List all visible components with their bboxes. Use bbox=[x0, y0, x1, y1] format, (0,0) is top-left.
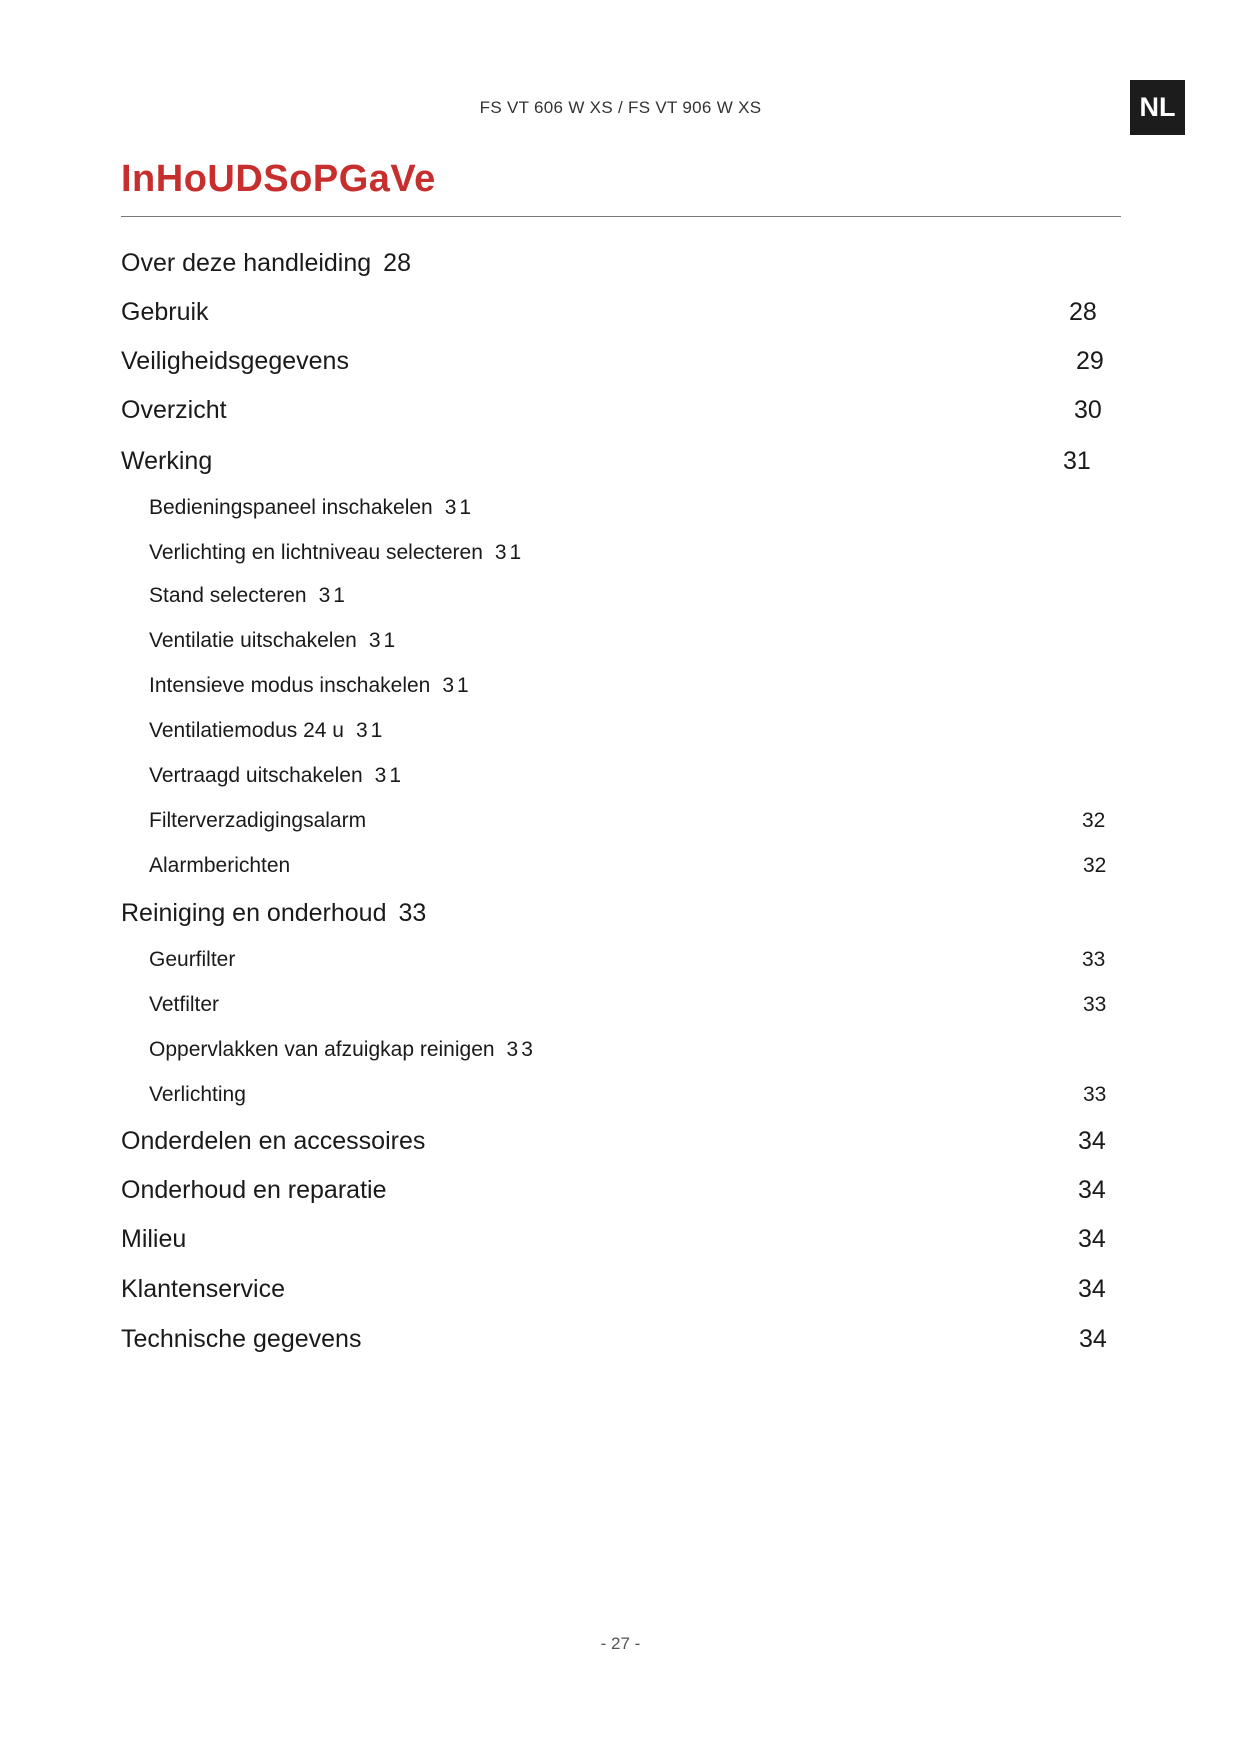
toc-page-number: 31 bbox=[494, 541, 525, 564]
toc-label: Stand selecteren bbox=[149, 584, 307, 607]
toc-entry-geurfilter[interactable] bbox=[121, 932, 1241, 972]
toc-page-number: 31 bbox=[444, 496, 475, 519]
toc-page-number: 31 bbox=[318, 584, 348, 607]
toc-page-number: 28 bbox=[383, 249, 411, 277]
toc-label: Milieu bbox=[121, 1225, 187, 1253]
toc-entry-overzicht[interactable] bbox=[121, 385, 1241, 425]
toc-page-number: 31 bbox=[374, 764, 404, 787]
toc-label: Reiniging en onderhoud bbox=[121, 899, 387, 927]
toc-label: Overzicht bbox=[121, 396, 227, 424]
toc-page-number: 33 bbox=[506, 1038, 536, 1061]
toc-label: Onderhoud en reparatie bbox=[121, 1176, 387, 1204]
toc-page-number: 28 bbox=[1069, 298, 1097, 326]
toc-entry-text bbox=[149, 496, 474, 520]
toc-entry-reiniging-onderhoud[interactable] bbox=[121, 888, 1241, 928]
toc-label: Alarmberichten bbox=[149, 854, 291, 877]
toc-page-number: 29 bbox=[1076, 347, 1104, 375]
toc-entry-werking[interactable] bbox=[121, 436, 1241, 476]
toc-entry-technische-gegevens[interactable] bbox=[121, 1314, 1241, 1354]
toc-entry-text bbox=[149, 764, 404, 788]
toc-entry-stand-selecteren[interactable] bbox=[121, 568, 1241, 608]
toc-label: Verlichting en lichtniveau selecteren bbox=[149, 541, 483, 564]
toc-entry-alarmberichten[interactable] bbox=[121, 838, 1241, 878]
toc-label: Vertraagd uitschakelen bbox=[149, 764, 363, 787]
toc-entry-vertraagd-uitschakelen[interactable] bbox=[121, 748, 1241, 788]
toc-page-number: 32 bbox=[1082, 809, 1106, 832]
toc-entry-filterverzadigingsalarm[interactable] bbox=[121, 793, 1241, 833]
toc-label: Werking bbox=[121, 447, 213, 475]
toc-label: Bedieningspaneel inschakelen bbox=[149, 496, 433, 519]
toc-entry-ventilatiemodus-24u[interactable] bbox=[121, 703, 1241, 743]
toc-entry-verlichting-lichtniveau[interactable] bbox=[121, 525, 1241, 565]
toc-page-number: 34 bbox=[1078, 1127, 1106, 1155]
toc-entry-gebruik[interactable] bbox=[121, 287, 1241, 327]
toc-entry-text bbox=[121, 249, 411, 278]
toc-label: Filterverzadigingsalarm bbox=[149, 809, 367, 832]
language-badge: NL bbox=[1130, 80, 1185, 135]
toc-page-number: 33 bbox=[1083, 993, 1107, 1016]
toc-label: Over deze handleiding bbox=[121, 249, 372, 277]
toc-entry-text bbox=[149, 719, 385, 743]
toc-entry-onderdelen-accessoires[interactable] bbox=[121, 1116, 1241, 1156]
toc-entry-milieu[interactable] bbox=[121, 1214, 1241, 1254]
toc-entry-text bbox=[149, 629, 398, 653]
toc-page-number: 31 bbox=[355, 719, 386, 742]
toc-entry-text bbox=[149, 541, 524, 565]
toc-page-number: 33 bbox=[1082, 948, 1106, 971]
toc-page-number: 31 bbox=[1063, 447, 1091, 475]
toc-entry-vetfilter[interactable] bbox=[121, 977, 1241, 1017]
page-title: InHoUDSoPGaVe bbox=[121, 158, 436, 200]
toc-label: Oppervlakken van afzuigkap reinigen bbox=[149, 1038, 495, 1061]
toc-page-number: 34 bbox=[1078, 1176, 1106, 1204]
toc-label: Klantenservice bbox=[121, 1275, 285, 1303]
toc-page-number: 31 bbox=[368, 629, 399, 652]
toc-entry-intensieve-modus[interactable] bbox=[121, 658, 1241, 698]
toc-label: Ventilatiemodus 24 u bbox=[149, 719, 344, 742]
toc-page-number: 34 bbox=[1078, 1275, 1106, 1303]
toc-label: Verlichting bbox=[149, 1083, 246, 1106]
toc-entry-over-deze-handleiding[interactable] bbox=[121, 238, 1241, 278]
toc-entry-klantenservice[interactable] bbox=[121, 1264, 1241, 1304]
toc-entry-onderhoud-reparatie[interactable] bbox=[121, 1165, 1241, 1205]
toc-label: Gebruik bbox=[121, 298, 209, 326]
toc-page-number: 33 bbox=[1083, 1083, 1107, 1106]
title-divider bbox=[121, 216, 1121, 217]
toc-entry-bedieningspaneel[interactable] bbox=[121, 480, 1241, 520]
toc-page-number: 32 bbox=[1083, 854, 1107, 877]
toc-label: Ventilatie uitschakelen bbox=[149, 629, 357, 652]
toc-entry-ventilatie-uitschakelen[interactable] bbox=[121, 613, 1241, 653]
toc-label: Veiligheidsgegevens bbox=[121, 347, 349, 375]
toc-entry-verlichting[interactable] bbox=[121, 1067, 1241, 1107]
toc-label: Vetfilter bbox=[149, 993, 220, 1016]
toc-entry-veiligheidsgegevens[interactable] bbox=[121, 336, 1241, 376]
toc-label: Intensieve modus inschakelen bbox=[149, 674, 431, 697]
toc-entry-text bbox=[149, 674, 472, 698]
page-number: - 27 - bbox=[600, 1634, 641, 1653]
toc-entry-text bbox=[149, 584, 348, 608]
toc-page-number: 34 bbox=[1079, 1325, 1107, 1353]
toc-page-number: 34 bbox=[1078, 1225, 1106, 1253]
toc-page-number: 30 bbox=[1074, 396, 1102, 424]
toc-entry-text bbox=[121, 899, 426, 928]
toc-entry-text bbox=[149, 1038, 536, 1062]
toc-page-number: 31 bbox=[442, 674, 472, 697]
toc-entry-oppervlakken[interactable] bbox=[121, 1022, 1241, 1062]
toc-label: Onderdelen en accessoires bbox=[121, 1127, 426, 1155]
model-header: FS VT 606 W XS / FS VT 906 W XS bbox=[479, 98, 762, 117]
toc-label: Geurfilter bbox=[149, 948, 236, 971]
toc-page-number: 33 bbox=[398, 899, 427, 927]
toc-label: Technische gegevens bbox=[121, 1325, 362, 1353]
